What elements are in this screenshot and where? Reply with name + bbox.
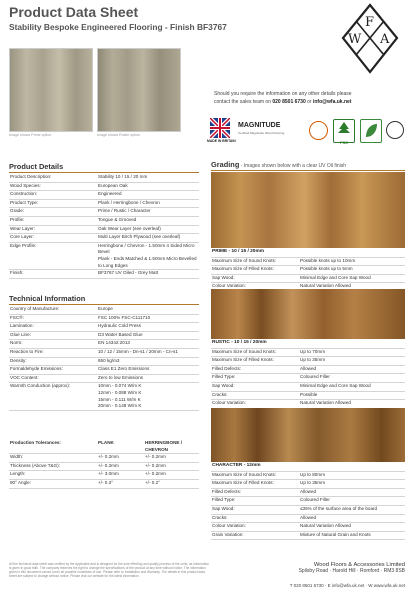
tolerance-label: Width:	[9, 454, 97, 463]
tolerance-row	[9, 462, 199, 471]
spec-value: Allowed	[299, 514, 405, 523]
tolerances-table	[9, 440, 199, 489]
spec-label: Product Type:	[9, 199, 97, 208]
made-in-britain-label: MADE IN BRITAIN	[207, 139, 236, 143]
character-grade-image	[211, 408, 405, 462]
tolerance-plank: +/- 3.0mm	[97, 471, 144, 480]
spec-value: Possible	[299, 391, 405, 400]
grading-rule	[211, 170, 405, 171]
spec-row	[9, 234, 199, 243]
spec-label: Grain Variation:	[211, 531, 299, 540]
tolerances-col-plank: PLANK	[97, 440, 144, 454]
spec-value: Hydraulic Cold Press	[97, 323, 199, 332]
spec-row	[9, 383, 199, 410]
enquiry-or: or	[305, 99, 313, 105]
spec-value: BF3767 UV Oiled - Grey Matt	[97, 270, 199, 279]
spec-value: 10 / 12 / 15mm - Dn-s1 / 20mm - Cn-s1	[97, 348, 199, 357]
spec-row	[211, 382, 405, 391]
grade-title-row	[211, 249, 405, 257]
spec-row	[211, 400, 405, 409]
rustic-grade-table	[211, 340, 405, 417]
spec-value	[97, 242, 199, 269]
spec-value-line: 20mm - 0.148 W/m K	[98, 403, 142, 409]
spec-row	[211, 391, 405, 400]
spec-value: Plank / Herringbone / Chevron	[97, 199, 199, 208]
tolerance-hb: +/- 0.2mm	[144, 454, 199, 463]
spec-value: Tongue & Grooved	[97, 216, 199, 225]
spec-label: Product Description:	[9, 174, 97, 182]
spec-label: Colour Variation:	[211, 283, 299, 292]
company-contact: T 020 8501 6730 · E info@wfa.uk.net · W www.wfa.uk.net	[289, 583, 405, 588]
tolerances-label: Production Tolerances:	[9, 440, 97, 454]
spec-row	[211, 497, 405, 506]
union-jack-icon	[210, 118, 230, 138]
spec-label: Edge Profile:	[9, 242, 97, 269]
grading-heading: Grading	[211, 160, 240, 169]
svg-text:F: F	[365, 15, 375, 30]
prime-swatch-caption: Image shows Prime option	[9, 133, 52, 137]
tolerance-row	[9, 479, 199, 488]
spec-value: Stability 10 / 15 / 20 mm	[97, 174, 199, 182]
tolerance-label: Length:	[9, 471, 97, 480]
rustic-swatch-image	[97, 48, 181, 132]
magnitude-subtitle: Certified Magnitude Wood Flooring	[238, 131, 285, 135]
spec-label: Maximum Size of Sound Knots:	[211, 471, 299, 480]
tolerance-plank: +/- 0.2mm	[97, 462, 144, 471]
spec-value: Zero to low Emissions	[97, 374, 199, 383]
spec-label: Sap Wood:	[211, 274, 299, 283]
tolerance-label: Thickness (Above T&G):	[9, 462, 97, 471]
spec-value-line: 12mm - 0.088 W/m K	[98, 389, 142, 395]
spec-value: Natural Variation Allowed	[299, 400, 405, 409]
spec-label: Core Layer:	[9, 234, 97, 243]
enquiry-line2	[214, 98, 404, 106]
prime-grade-image	[211, 172, 405, 248]
spec-label: Cracks:	[211, 514, 299, 523]
spec-label: Wear Layer:	[9, 225, 97, 234]
award-badge-icon	[309, 121, 328, 140]
spec-value	[97, 383, 199, 410]
fsc-tree-icon	[334, 120, 354, 135]
spec-row	[211, 505, 405, 514]
svg-text:W: W	[348, 32, 362, 47]
spec-row	[9, 331, 199, 340]
spec-value: Class E1 Zero Emissions	[97, 366, 199, 375]
spec-row	[9, 199, 199, 208]
svg-text:A: A	[380, 32, 390, 47]
grade-title: CHARACTER - 12mm	[211, 463, 405, 471]
grading-note: - Images shown below with a clear UV Oil finish	[240, 163, 347, 169]
spec-label: Sap Wood:	[211, 505, 299, 514]
spec-row	[9, 242, 199, 269]
spec-row	[9, 216, 199, 225]
spec-label: Construction:	[9, 191, 97, 200]
grade-title-row	[211, 463, 405, 471]
spec-row	[9, 225, 199, 234]
company-web-link[interactable]: W www.wfa.uk.net	[368, 583, 405, 588]
enquiry-line2-text: contact the sales team on	[214, 99, 273, 105]
spec-label: Maximum Size of Filled Knots:	[211, 266, 299, 275]
spec-value: Up to 35mm	[299, 480, 405, 489]
grade-title-row	[211, 340, 405, 348]
product-details-rule	[9, 172, 199, 173]
grade-title: RUSTIC - 10 / 15 / 20mm	[211, 340, 405, 348]
spec-value: Coloured Filler	[299, 374, 405, 383]
sales-phone: 020 8501 6730	[272, 99, 306, 105]
spec-label: Filled Defects:	[211, 488, 299, 497]
spec-row	[211, 365, 405, 374]
enquiry-text	[214, 90, 404, 106]
spec-row	[9, 323, 199, 332]
footer-disclaimer: All the technical data sheet was verified by the applicable and is designed for the sole effecting and quality process of the units, as information is given in good faith. The company reserves the right to change the specifications of the product at any time without notice. The information given in this document cannot cover all possible conditions of use. Please refer to Installation and Warranty. The details in this product data sheet are subject to change without notice. Please visit our website for the latest information.	[9, 562, 209, 579]
spec-value: ≤35% of the surface area of the board	[299, 505, 405, 514]
product-details-table	[9, 174, 199, 279]
spec-label: Finish:	[9, 270, 97, 279]
fsc-label: FSC	[340, 140, 348, 145]
spec-row	[9, 270, 199, 279]
spec-label: Maximum Size of Filled Knots:	[211, 357, 299, 366]
technical-rule	[9, 304, 199, 305]
spec-row	[211, 348, 405, 357]
certification-logos	[205, 118, 405, 148]
spec-value: Natural Variation Allowed	[299, 283, 405, 292]
spec-row	[9, 174, 199, 182]
spec-label: Colour Variation:	[211, 400, 299, 409]
tolerance-plank: +/- 0.2mm	[97, 454, 144, 463]
wfa-logo	[339, 2, 401, 78]
spec-label: Reaction to Fire:	[9, 348, 97, 357]
spec-value-line: Herringbone / Chevron - 1.50mm 4 Sided Micro Bevel	[98, 242, 195, 255]
spec-label: Density:	[9, 357, 97, 366]
tolerance-hb: +/- 0.2mm	[144, 462, 199, 471]
spec-row	[211, 480, 405, 489]
spec-value: Mixture of Natural Grain and Knots	[299, 531, 405, 540]
green-cert-badge	[360, 119, 382, 143]
rustic-swatch-caption: Image shows Rustic option	[97, 133, 140, 137]
spec-value: Multi Layer Birch Plywood (see overleaf)	[97, 234, 199, 243]
spec-value: Possible knots up to 10mm	[299, 257, 405, 266]
tolerances-header-row	[9, 440, 199, 454]
sales-email-link[interactable]: info@wfa.uk.net	[312, 99, 352, 105]
spec-value: Prime / Rustic / Character	[97, 208, 199, 217]
spec-value: Engineered	[97, 191, 199, 200]
spec-row	[9, 306, 199, 314]
grade-title: PRIME - 10 / 15 / 20mm	[211, 249, 405, 257]
company-name: Wood Floors & Accessories Limited	[313, 562, 405, 568]
grading-header	[211, 160, 346, 169]
spec-row	[211, 257, 405, 266]
spec-row	[9, 314, 199, 323]
spec-row	[211, 488, 405, 497]
spec-row	[9, 366, 199, 375]
spec-label: FSC®:	[9, 314, 97, 323]
spec-label: Norm:	[9, 340, 97, 349]
spec-label: Maximum Size of Sound Knots:	[211, 257, 299, 266]
page-title: Product Data Sheet	[9, 4, 139, 20]
spec-label: Sap Wood:	[211, 382, 299, 391]
spec-row	[211, 514, 405, 523]
company-phone: T 020 8501 6730	[289, 583, 324, 588]
spec-value: Minimal Edge and Core Sap Wood	[299, 382, 405, 391]
spec-row	[211, 374, 405, 383]
spec-label: Maximum Size of Filled Knots:	[211, 480, 299, 489]
spec-value: Up to 80mm	[299, 471, 405, 480]
spec-value-line: Plank - Ends Matched & 1.50mm Micro Bevelled to Long Edges	[98, 255, 197, 268]
spec-value: Europe	[97, 306, 199, 314]
leaf-icon	[361, 120, 381, 142]
spec-label: Wood Species:	[9, 182, 97, 191]
spec-label: Maximum Size of Sound Knots:	[211, 348, 299, 357]
spec-value: Up to 35mm	[299, 357, 405, 366]
spec-value: Coloured Filler	[299, 497, 405, 506]
fsc-logo	[333, 119, 355, 143]
spec-value: Allowed	[299, 365, 405, 374]
prime-swatch-image	[9, 48, 93, 132]
spec-value: Natural Variation Allowed	[299, 523, 405, 532]
spec-value: EN 14342:2013	[97, 340, 199, 349]
tolerance-hb: +/- 0.2mm	[144, 471, 199, 480]
product-details-heading: Product Details	[9, 162, 64, 171]
company-email-link[interactable]: E info@wfa.uk.net	[327, 583, 365, 588]
tolerance-row	[9, 454, 199, 463]
tolerance-row	[9, 471, 199, 480]
tolerances-col-herringbone: HERRINGBONE / CHEVRON	[144, 440, 199, 454]
spec-label: Glue Line:	[9, 331, 97, 340]
technical-heading: Technical Information	[9, 294, 86, 303]
spec-row	[211, 531, 405, 540]
spec-value: Allowed	[299, 488, 405, 497]
spec-label: Profile:	[9, 216, 97, 225]
spec-value: Up to 70mm	[299, 348, 405, 357]
spec-row	[211, 357, 405, 366]
spec-row	[211, 274, 405, 283]
tolerance-label: 90° Angle:	[9, 479, 97, 488]
spec-label: Warmth Conduction (approx):	[9, 383, 97, 410]
spec-row	[9, 374, 199, 383]
spec-value: D3 Water Based Glue	[97, 331, 199, 340]
tolerance-hb: +/- 0.2°	[144, 479, 199, 488]
company-block	[285, 562, 405, 588]
spec-value: Possible knots up to 5mm	[299, 266, 405, 275]
spec-label: Lamination:	[9, 323, 97, 332]
spec-label: Filled Type:	[211, 374, 299, 383]
spec-label: VOC Content:	[9, 374, 97, 383]
spec-label: Country of Manufacture:	[9, 306, 97, 314]
spec-label: Grade:	[9, 208, 97, 217]
spec-label: Filled Defects:	[211, 365, 299, 374]
spec-row	[9, 357, 199, 366]
tolerance-plank: +/- 0.3°	[97, 479, 144, 488]
spec-row	[9, 208, 199, 217]
spec-value: European Oak	[97, 182, 199, 191]
spec-label: Colour Variation:	[211, 523, 299, 532]
spec-value-line: 10mm - 0.074 W/m K	[98, 383, 142, 389]
spec-value: Oak Wear Layer (see overleaf)	[97, 225, 199, 234]
character-grade-table	[211, 463, 405, 540]
spec-value: FSC 100% FSC-C111710	[97, 314, 199, 323]
spec-value-line: 15mm - 0.111 W/m K	[98, 396, 141, 402]
rustic-grade-image	[211, 289, 405, 339]
company-address: Spilsby Road · Harold Hill · Romford · RM3 8SB	[298, 568, 405, 574]
spec-value: Minimal Edge and Core Sap Wood	[299, 274, 405, 283]
spec-row	[9, 191, 199, 200]
enquiry-line1: Should you require the information on any other details please	[214, 91, 352, 97]
spec-row	[9, 348, 199, 357]
quality-seal-icon	[386, 121, 404, 139]
spec-row	[9, 340, 199, 349]
spec-row	[211, 266, 405, 275]
spec-row	[9, 182, 199, 191]
spec-label: Formaldehyde Emissions:	[9, 366, 97, 375]
magnitude-logo-text: MAGNITUDE	[238, 122, 281, 129]
page-subtitle: Stability Bespoke Engineered Flooring - Finish BF3767	[9, 22, 227, 32]
spec-value: 650 kg/m3	[97, 357, 199, 366]
spec-row	[211, 471, 405, 480]
spec-label: Cracks:	[211, 391, 299, 400]
spec-row	[211, 523, 405, 532]
technical-table	[9, 306, 199, 411]
spec-label: Filled Type:	[211, 497, 299, 506]
